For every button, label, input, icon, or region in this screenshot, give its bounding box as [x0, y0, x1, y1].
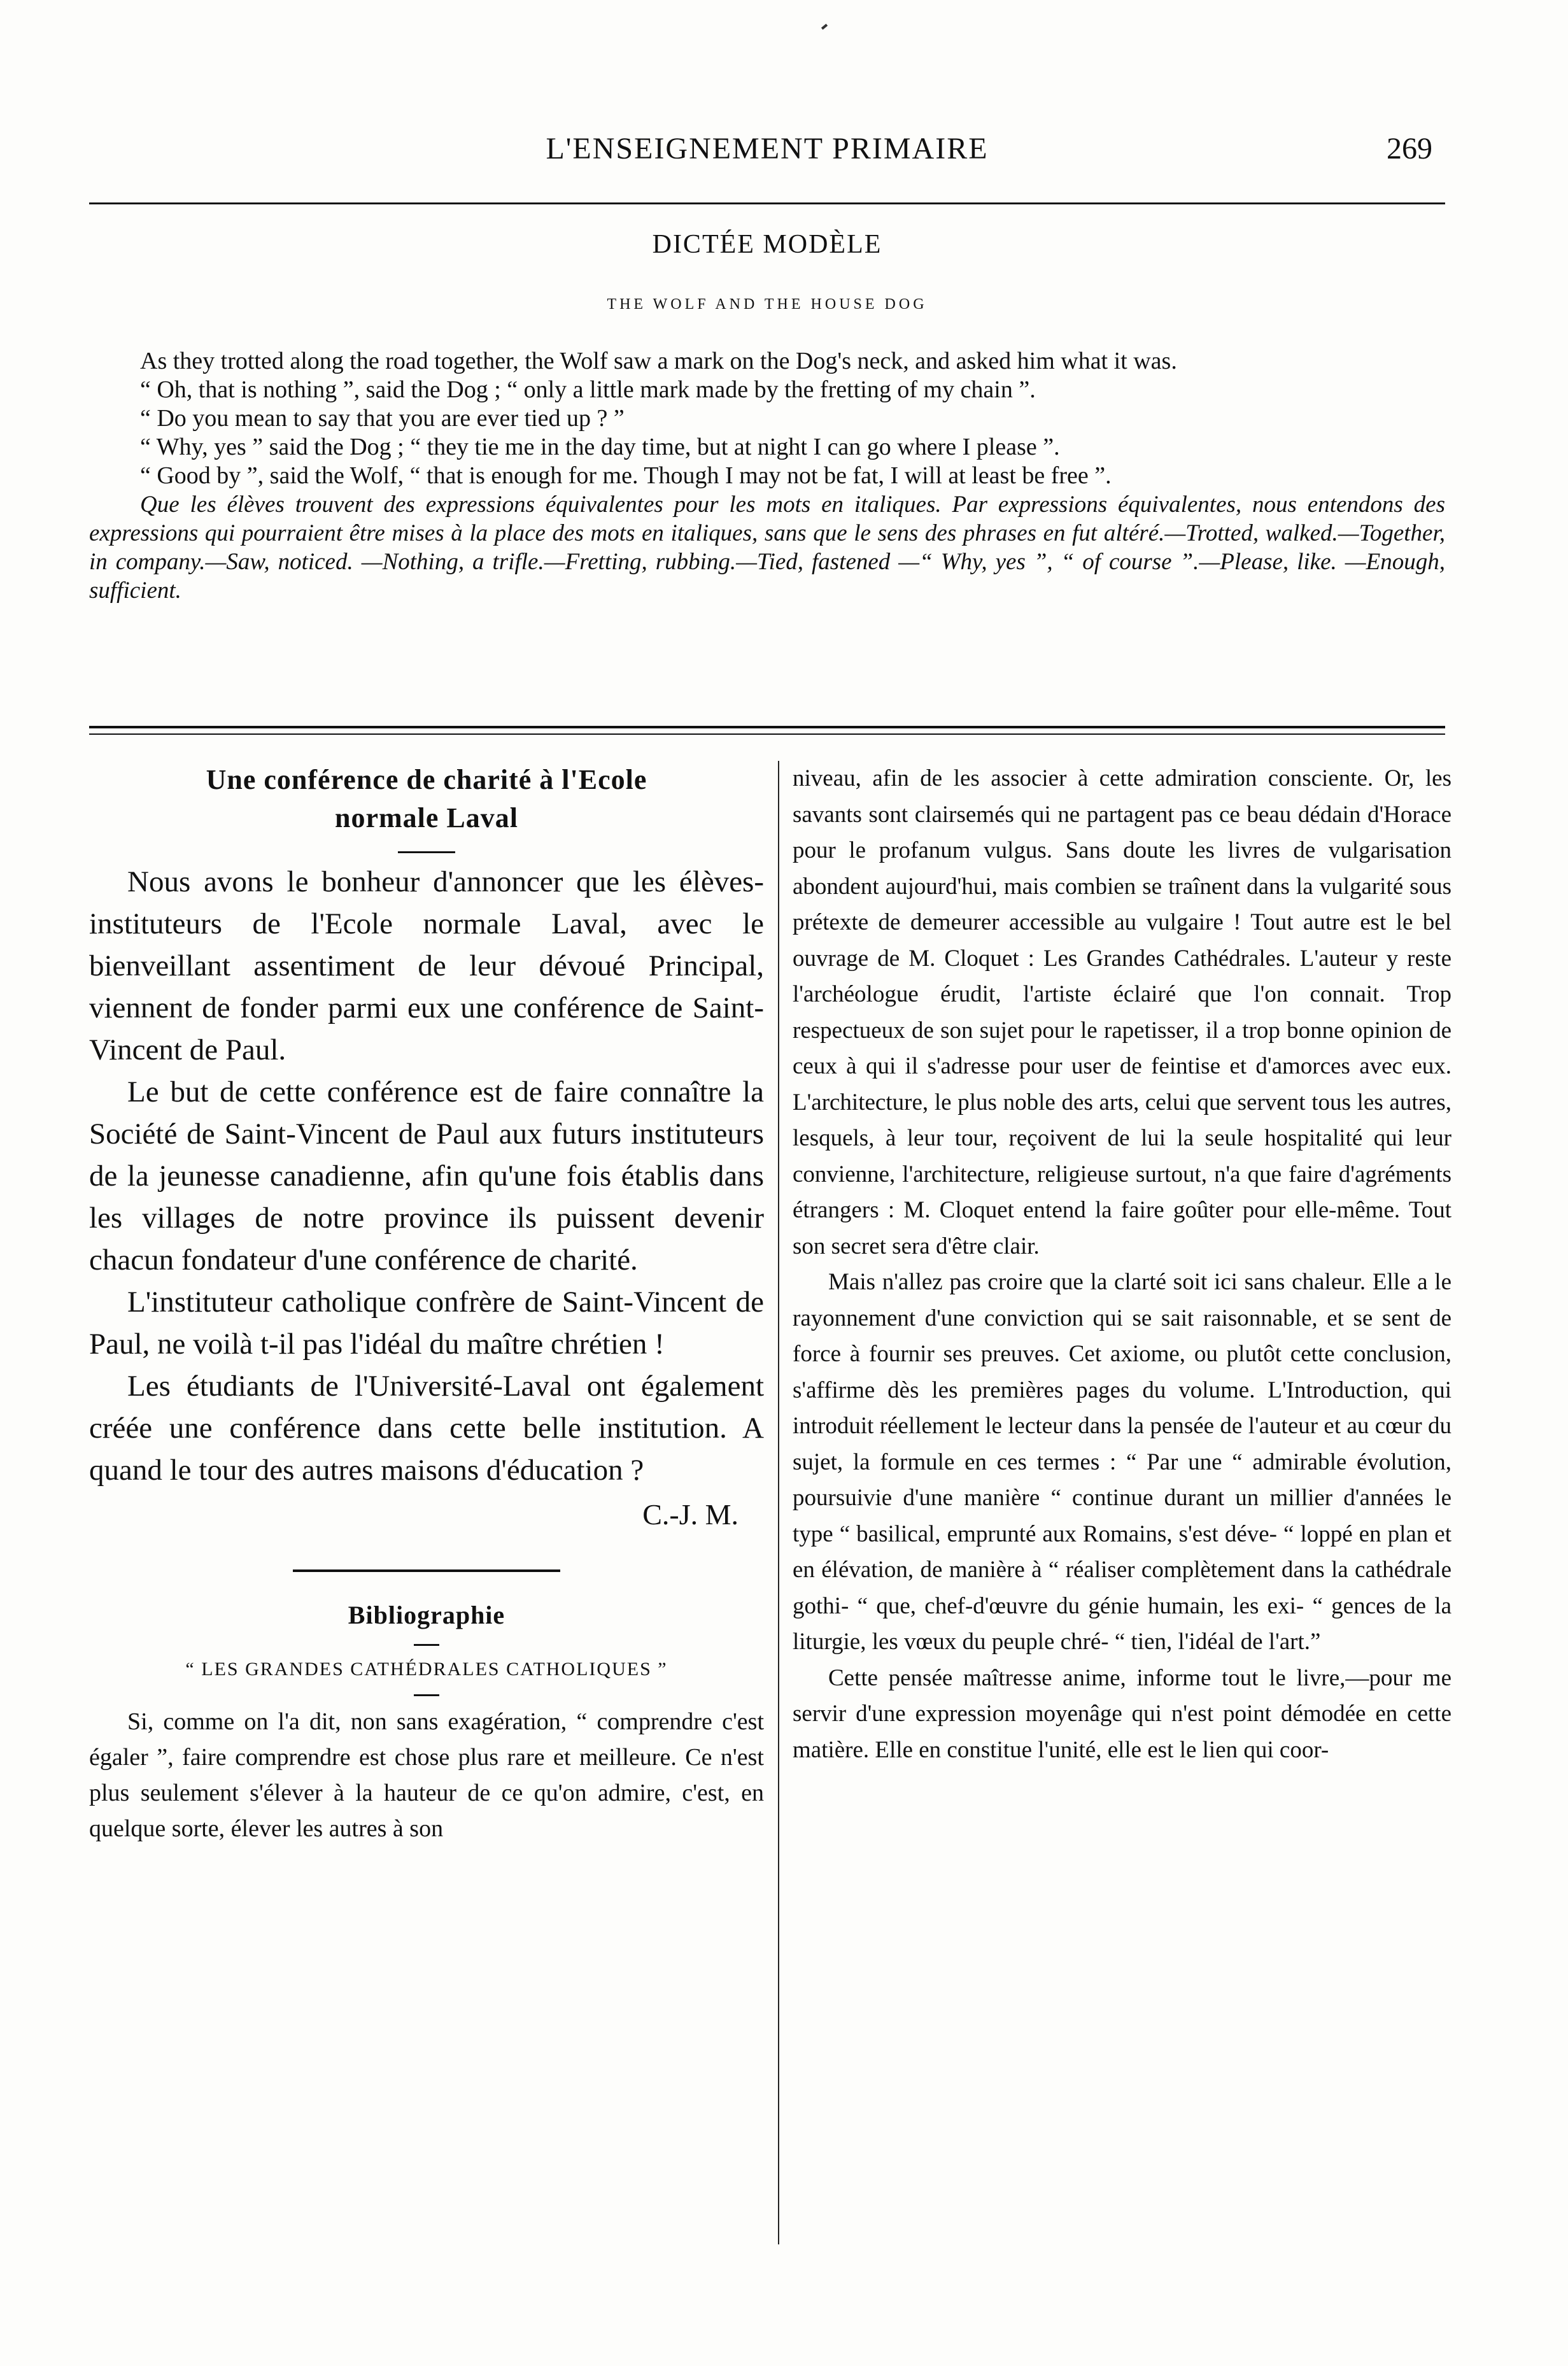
- section-rule-thin: [89, 733, 1445, 735]
- dictee-paragraph: “ Why, yes ” said the Dog ; “ they tie me in the day time, but at night I can go where I please ”.: [140, 434, 1060, 460]
- bibliographie-rule: [293, 1569, 560, 1572]
- article-body: [89, 861, 764, 1491]
- left-column: [89, 761, 764, 1846]
- bibliographie-title: Bibliographie: [348, 1601, 505, 1629]
- bibliographie-paragraph: Cette pensée maîtresse anime, informe tout le livre,—pour me servir d'une expression moyenâge qui n'est point démodée en cette matière. Elle en constitue l'unité, elle est le lien qui coor-: [793, 1664, 1451, 1763]
- header-rule: [89, 202, 1445, 204]
- dictee-title: DICTÉE MODÈLE: [652, 230, 882, 259]
- running-head: [89, 125, 1445, 176]
- dictee-text: [89, 347, 1445, 605]
- article-paragraph: L'instituteur catholique confrère de Saint-Vincent de Paul, ne voilà t-il pas l'idéal du maître chrétien !: [89, 1286, 764, 1361]
- page-number: 269: [1387, 132, 1432, 166]
- bib-dash: [414, 1644, 439, 1646]
- article-paragraph: Nous avons le bonheur d'annoncer que les élèves-instituteurs de l'Ecole normale Laval, avec le bienveillant assentiment de leur dévoué Principal, viennent de fonder parmi eux une conférence de Saint-Vincent de Paul.: [89, 865, 764, 1066]
- article-title-line: Une conférence de charité à l'Ecole: [206, 764, 647, 795]
- dictee-instructions: Que les élèves trouvent des expressions équivalentes pour les mots en italiques. Par expressions équivalentes, nous entendons des expressions qui pourraient être mises à la place des mots en italiques, sans que le sens des phrases en fut altéré.—Trotted, walked.—Together, in company.—Saw, noticed. —Nothing, a trifle.—Fretting, rubbing.—Tied, fastened —“ Why, yes ”, “ of course ”.—Please, like. —Enough, sufficient.: [89, 492, 1445, 604]
- section-rule: [89, 726, 1445, 728]
- dictee-paragraph: “ Good by ”, said the Wolf, “ that is enough for me. Though I may not be fat, I will at least be free ”.: [140, 462, 1112, 489]
- journal-title: L'ENSEIGNEMENT PRIMAIRE: [546, 132, 989, 166]
- bibliographie-subtitle: “ LES GRANDES CATHÉDRALES CATHOLIQUES ”: [185, 1659, 668, 1680]
- dictee-paragraph: As they trotted along the road together, the Wolf saw a mark on the Dog's neck, and asked him what it was.: [140, 348, 1177, 374]
- column-divider: [778, 761, 779, 2244]
- right-column: [793, 761, 1451, 1768]
- bib-dash-2: [414, 1694, 439, 1696]
- bibliographie-paragraph: niveau, afin de les associer à cette admiration consciente. Or, les savants sont clairsemés qui ne partagent pas ce beau dédain d'Horace pour le profanum vulgus. Sans doute les livres de vulgarisation abondent aujourd'hui, mais combien se traînent dans la vulgarité sous prétexte de demeurer accessible au vulgaire ! Tout autre est le bel ouvrage de M. Cloquet : Les Grandes Cathédrales. L'auteur y reste l'archéologue érudit, l'artiste éclairé que l'on connait. Trop respectueux de son sujet pour le rapetisser, il a trop bonne opinion de ceux à qui il s'adresse pour user de feintise et d'amorces avec eux. L'architecture, le plus noble des arts, celui que servent tous les autres, lesquels, à leur tour, reçoivent de lui la seule hospitalité qui leur convienne, l'architecture, religieuse surtout, n'a que faire d'agréments étrangers : M. Cloquet entend la faire goûter pour elle-même. Tout son secret sera d'être clair.: [793, 765, 1451, 1259]
- article-signature: C.-J. M.: [642, 1498, 738, 1531]
- dictee-paragraph: “ Oh, that is nothing ”, said the Dog ; “ only a little mark made by the fretting of my chain ”.: [140, 376, 1036, 403]
- article-title: [89, 761, 764, 837]
- dictee-subtitle: THE WOLF AND THE HOUSE DOG: [607, 296, 928, 313]
- dictee-paragraph: “ Do you mean to say that you are ever tied up ? ”: [140, 405, 625, 432]
- bibliographie-paragraph: Si, comme on l'a dit, non sans exagération, “ comprendre c'est égaler ”, faire comprendre est chose plus rare et meilleure. Ce n'est plus seulement s'élever à la hauteur de ce qu'on admire, c'est, en quelque sorte, élever les autres à son: [89, 1708, 764, 1842]
- article-paragraph: Les étudiants de l'Université-Laval ont également créée une conférence dans cette belle institution. A quand le tour des autres maisons d'éducation ?: [89, 1370, 764, 1487]
- article-paragraph: Le but de cette conférence est de faire connaître la Société de Saint-Vincent de Paul aux futurs instituteurs de la jeunesse canadienne, afin qu'une fois établis dans les villages de notre province ils puissent devenir chacun fondateur d'une conférence de charité.: [89, 1075, 764, 1277]
- pencil-mark: [821, 24, 828, 29]
- bibliographie-body-left: [89, 1704, 764, 1846]
- title-dash: [398, 851, 455, 853]
- article-title-line: normale Laval: [335, 802, 518, 833]
- bibliographie-paragraph: Mais n'allez pas croire que la clarté soit ici sans chaleur. Elle a le rayonnement d'une conviction qui se sait raisonnable, et se sent de force à fournir ses preuves. Cet axiome, ou plutôt cette conclusion, s'affirme dès les premières pages du volume. L'Introduction, qui introduit réellement le lecteur dans la pensée de l'auteur et au cœur du sujet, la formule en ces termes : “ Par une “ admirable évolution, poursuivie d'une manière “ continue durant un millier d'années le type “ basilical, emprunté aux Romains, s'est déve- “ loppé en plan et en élévation, de manière à “ réaliser complètement dans la cathédrale gothi- “ que, chef-d'œuvre du génie humain, les exi- “ gences de la liturgie, les vœux du peuple chré- “ tien, l'idéal de l'art.”: [793, 1269, 1451, 1655]
